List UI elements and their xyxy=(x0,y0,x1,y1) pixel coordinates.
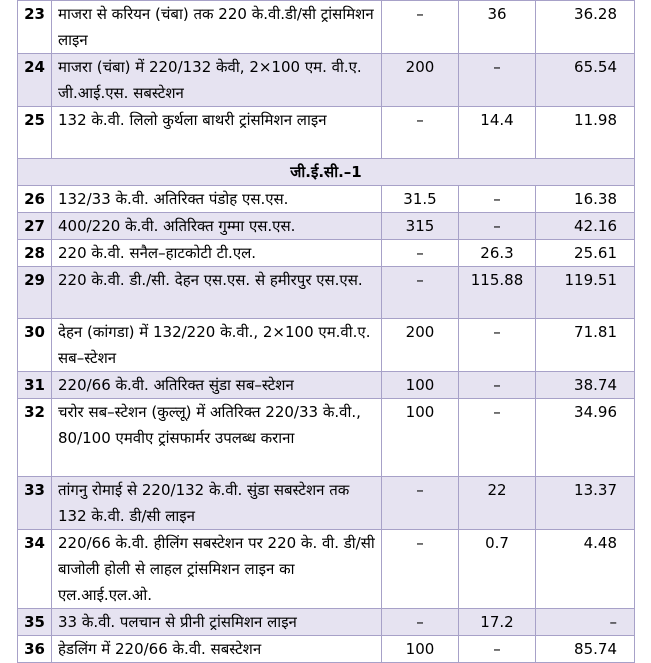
serial-number-cell: 26 xyxy=(18,186,52,213)
line-length-cell: 0.7 xyxy=(459,530,536,609)
cost-cell: 85.74 xyxy=(536,636,635,663)
description-cell: 400/220 के.वी. अतिरिक्त गुम्मा एस.एस. xyxy=(52,213,382,240)
table-row xyxy=(18,54,635,107)
serial-number-cell: 33 xyxy=(18,477,52,530)
cost-cell: 34.96 xyxy=(536,399,635,477)
capacity-mva-cell: – xyxy=(382,107,459,159)
line-length-cell: – xyxy=(459,213,536,240)
line-length-cell: 14.4 xyxy=(459,107,536,159)
cost-cell: 25.61 xyxy=(536,240,635,267)
description-cell: तांगनु रोमाई से 220/132 के.वी. सुंडा सबस्टेशन तक 132 के.वी. डी/सी लाइन xyxy=(52,477,382,530)
serial-number-cell: 36 xyxy=(18,636,52,663)
capacity-mva-cell: 100 xyxy=(382,372,459,399)
cost-cell: 119.51 xyxy=(536,267,635,319)
serial-number-cell: 28 xyxy=(18,240,52,267)
description-cell: 220 के.वी. डी./सी. देहन एस.एस. से हमीरपुर एस.एस. xyxy=(52,267,382,319)
line-length-cell: – xyxy=(459,399,536,477)
cost-cell: 4.48 xyxy=(536,530,635,609)
capacity-mva-cell: – xyxy=(382,530,459,609)
description-cell: 33 के.वी. पलचान से प्रीनी ट्रांसमिशन लाइन xyxy=(52,609,382,636)
table-row xyxy=(18,107,635,159)
cost-cell: 13.37 xyxy=(536,477,635,530)
group-header-row xyxy=(18,159,635,186)
cost-cell: 65.54 xyxy=(536,54,635,107)
capacity-mva-cell: 315 xyxy=(382,213,459,240)
description-cell: 132/33 के.वी. अतिरिक्त पंडोह एस.एस. xyxy=(52,186,382,213)
group-label: जी.ई.सी.–1 xyxy=(18,159,635,186)
table-row xyxy=(18,213,635,240)
table-row xyxy=(18,477,635,530)
serial-number-cell: 29 xyxy=(18,267,52,319)
capacity-mva-cell: 31.5 xyxy=(382,186,459,213)
cost-cell: – xyxy=(536,609,635,636)
cost-cell: 16.38 xyxy=(536,186,635,213)
serial-number-cell: 34 xyxy=(18,530,52,609)
cost-cell: 42.16 xyxy=(536,213,635,240)
serial-number-cell: 25 xyxy=(18,107,52,159)
line-length-cell: – xyxy=(459,319,536,372)
cost-cell: 36.28 xyxy=(536,1,635,54)
description-cell: हेडलिंग में 220/66 के.वी. सबस्टेशन xyxy=(52,636,382,663)
cost-cell: 11.98 xyxy=(536,107,635,159)
line-length-cell: 115.88 xyxy=(459,267,536,319)
serial-number-cell: 27 xyxy=(18,213,52,240)
description-cell: माजरा से करियन (चंबा) तक 220 के.वी.डी/सी ट्रांसमिशन लाइन xyxy=(52,1,382,54)
line-length-cell: – xyxy=(459,186,536,213)
serial-number-cell: 35 xyxy=(18,609,52,636)
description-cell: 132 के.वी. लिलो कुर्थला बाथरी ट्रांसमिशन लाइन xyxy=(52,107,382,159)
table-row xyxy=(18,1,635,54)
table-row xyxy=(18,186,635,213)
capacity-mva-cell: 100 xyxy=(382,636,459,663)
line-length-cell: – xyxy=(459,636,536,663)
capacity-mva-cell: – xyxy=(382,267,459,319)
description-cell: माजरा (चंबा) में 220/132 केवी, 2×100 एम. वी.ए. जी.आई.एस. सबस्टेशन xyxy=(52,54,382,107)
capacity-mva-cell: – xyxy=(382,477,459,530)
description-cell: 220 के.वी. सनैल–हाटकोटी टी.एल. xyxy=(52,240,382,267)
line-length-cell: – xyxy=(459,372,536,399)
table-row xyxy=(18,267,635,319)
capacity-mva-cell: – xyxy=(382,609,459,636)
line-length-cell: 22 xyxy=(459,477,536,530)
description-cell: चरोर सब–स्टेशन (कुल्लू) में अतिरिक्त 220/33 के.वी., 80/100 एमवीए ट्रांसफार्मर उपलब्ध कराना xyxy=(52,399,382,477)
table-row xyxy=(18,399,635,477)
serial-number-cell: 24 xyxy=(18,54,52,107)
table-row xyxy=(18,240,635,267)
projects-table-body xyxy=(18,1,635,663)
line-length-cell: 36 xyxy=(459,1,536,54)
capacity-mva-cell: 100 xyxy=(382,399,459,477)
serial-number-cell: 23 xyxy=(18,1,52,54)
capacity-mva-cell: 200 xyxy=(382,319,459,372)
serial-number-cell: 30 xyxy=(18,319,52,372)
cost-cell: 71.81 xyxy=(536,319,635,372)
cost-cell: 38.74 xyxy=(536,372,635,399)
description-cell: 220/66 के.वी. अतिरिक्त सुंडा सब–स्टेशन xyxy=(52,372,382,399)
serial-number-cell: 32 xyxy=(18,399,52,477)
capacity-mva-cell: 200 xyxy=(382,54,459,107)
capacity-mva-cell: – xyxy=(382,1,459,54)
capacity-mva-cell: – xyxy=(382,240,459,267)
line-length-cell: 26.3 xyxy=(459,240,536,267)
table-row xyxy=(18,372,635,399)
table-row xyxy=(18,319,635,372)
table-row xyxy=(18,636,635,663)
description-cell: देहन (कांगडा) में 132/220 के.वी., 2×100 एम.वी.ए. सब–स्टेशन xyxy=(52,319,382,372)
description-cell: 220/66 के.वी. हीलिंग सबस्टेशन पर 220 के. वी. डी/सी बाजोली होली से लाहल ट्रांसमिशन लाइन का एल.आई.एल.ओ. xyxy=(52,530,382,609)
table-row xyxy=(18,530,635,609)
table-row xyxy=(18,609,635,636)
line-length-cell: – xyxy=(459,54,536,107)
line-length-cell: 17.2 xyxy=(459,609,536,636)
projects-table xyxy=(17,0,635,663)
serial-number-cell: 31 xyxy=(18,372,52,399)
